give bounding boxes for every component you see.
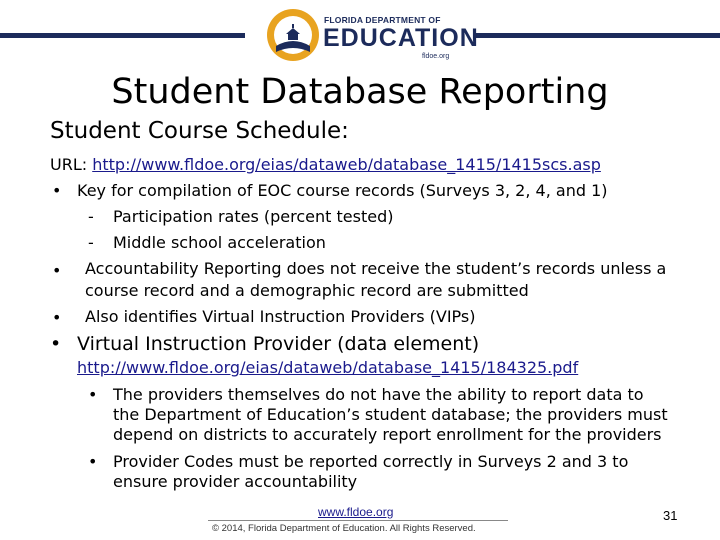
page-number: 31 bbox=[663, 508, 678, 523]
provider-codes-l2: ensure provider accountability bbox=[113, 472, 358, 491]
footer-divider bbox=[208, 520, 508, 521]
sub-participation-rates: Participation rates (percent tested) bbox=[113, 207, 394, 226]
footer-url-link[interactable]: www.fldoe.org bbox=[318, 505, 394, 519]
header-rule-left bbox=[0, 33, 245, 38]
sun-emblem-icon bbox=[262, 6, 324, 64]
provider-ability-l2: the Department of Education’s student database; the providers must bbox=[113, 405, 668, 424]
header-rule-right bbox=[476, 33, 720, 38]
dash-marker: - bbox=[88, 233, 94, 252]
dash-marker: - bbox=[88, 207, 94, 226]
logo-top-text: FLORIDA DEPARTMENT OF bbox=[324, 15, 441, 25]
bullet-accountability-l2: course record and a demographic record are submitted bbox=[85, 281, 529, 300]
bullet-marker: • bbox=[88, 452, 98, 471]
bullet-marker: • bbox=[88, 385, 98, 404]
url-line bbox=[50, 154, 601, 175]
copyright-text: © 2014, Florida Department of Education. All Rights Reserved. bbox=[212, 523, 476, 534]
provider-ability-l3: depend on districts to accurately report enrollment for the providers bbox=[113, 425, 662, 444]
url-label: URL: bbox=[50, 155, 93, 174]
bullet-accountability-l1: Accountability Reporting does not receive the student’s records unless a bbox=[85, 259, 667, 278]
provider-codes-l1: Provider Codes must be reported correctly in Surveys 2 and 3 to bbox=[113, 452, 629, 471]
bullet-marker: • bbox=[52, 181, 62, 200]
vip-heading: Virtual Instruction Provider (data element) bbox=[77, 333, 480, 355]
fldoe-logo bbox=[262, 6, 479, 64]
logo-main-text: EDUCATION bbox=[323, 24, 479, 52]
provider-ability-l1: The providers themselves do not have the ability to report data to bbox=[113, 385, 644, 404]
bullet-marker: • bbox=[50, 333, 62, 355]
section-subtitle: Student Course Schedule: bbox=[50, 118, 349, 144]
page-title: Student Database Reporting bbox=[111, 72, 609, 112]
bullet-marker: • bbox=[52, 261, 62, 280]
bullet-eoc-records: Key for compilation of EOC course records (Surveys 3, 2, 4, and 1) bbox=[77, 181, 608, 200]
bullet-vips: Also identifies Virtual Instruction Providers (VIPs) bbox=[85, 307, 476, 326]
logo-url-text: fldoe.org bbox=[422, 53, 450, 60]
vip-link[interactable]: http://www.fldoe.org/eias/dataweb/database_1415/184325.pdf bbox=[77, 358, 579, 377]
vip-link-line bbox=[77, 357, 578, 378]
scs-link[interactable]: http://www.fldoe.org/eias/dataweb/database_1415/1415scs.asp bbox=[92, 155, 601, 174]
bullet-marker: • bbox=[52, 308, 62, 327]
sub-middle-school: Middle school acceleration bbox=[113, 233, 326, 252]
